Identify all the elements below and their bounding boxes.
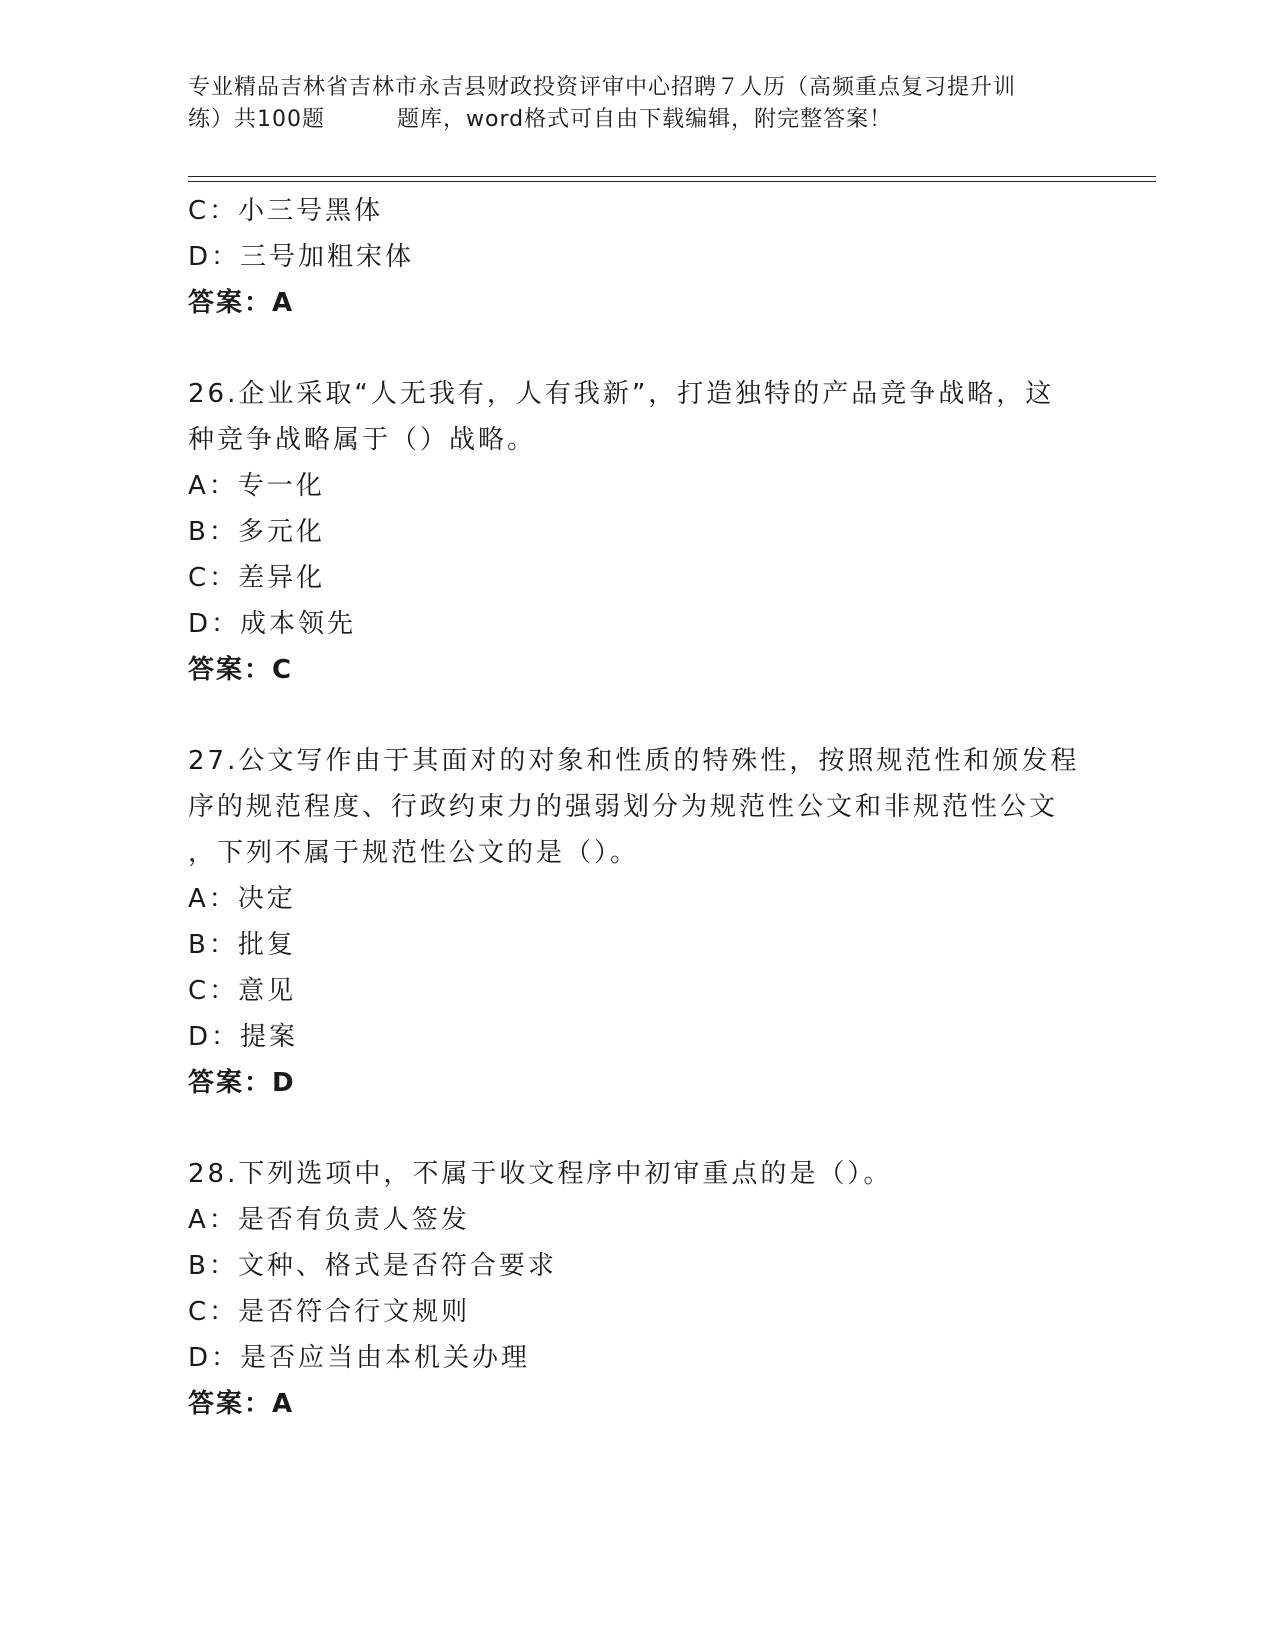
header-title-line-1: 专业精品吉林省吉林市永吉县财政投资评审中心招聘７人历（高频重点复习提升训 <box>188 75 1017 100</box>
header-divider-bottom <box>188 181 1156 182</box>
question-block-28 <box>188 1151 1088 1427</box>
question-text-line: 26.企业采取“人无我有，人有我新”，打造独特的产品竞争战略，这 <box>188 379 1055 409</box>
header-title-line-2 <box>188 104 1088 136</box>
question-text-line: 种竞争战略属于（）战略。 <box>188 425 537 455</box>
option-c: C：小三号黑体 <box>188 196 384 226</box>
question-text-line: ，下列不属于规范性公文的是（）。 <box>188 838 640 868</box>
option-a: A：决定 <box>188 884 296 914</box>
question-block-26 <box>188 371 1088 693</box>
question-list <box>188 188 1088 1427</box>
answer-line: 答案：D <box>188 1068 296 1098</box>
answer-line: 答案：A <box>188 1389 295 1419</box>
header-title-line-2-part-2: 题库，word格式可自由下载编辑，附完整答案！ <box>397 107 893 132</box>
option-d: D：是否应当由本机关办理 <box>188 1343 531 1373</box>
option-b: B：多元化 <box>188 517 325 547</box>
answer-line: 答案：A <box>188 288 295 318</box>
option-a: A：专一化 <box>188 471 325 501</box>
question-text-line: 序的规范程度、行政约束力的强弱划分为规范性公文和非规范性公文 <box>188 792 1059 822</box>
option-c: C：差异化 <box>188 563 326 593</box>
option-d: D：提案 <box>188 1022 299 1052</box>
document-header <box>188 72 1088 136</box>
question-block-prev <box>188 188 1088 326</box>
option-d: D：成本领先 <box>188 609 357 639</box>
option-c: C：意见 <box>188 976 297 1006</box>
header-title-line-2-part-1: 练）共100题 <box>188 107 325 132</box>
answer-line: 答案：C <box>188 655 294 685</box>
option-b: B：文种、格式是否符合要求 <box>188 1251 557 1281</box>
question-text-line: 28.下列选项中，不属于收文程序中初审重点的是（）。 <box>188 1159 893 1189</box>
question-text-line: 27.公文写作由于其面对的对象和性质的特殊性，按照规范性和颁发程 <box>188 746 1080 776</box>
question-block-27 <box>188 738 1088 1106</box>
option-d: D：三号加粗宋体 <box>188 242 415 272</box>
header-divider-top <box>188 176 1156 177</box>
option-a: A：是否有负责人签发 <box>188 1205 470 1235</box>
option-b: B：批复 <box>188 930 296 960</box>
option-c: C：是否符合行文规则 <box>188 1297 471 1327</box>
